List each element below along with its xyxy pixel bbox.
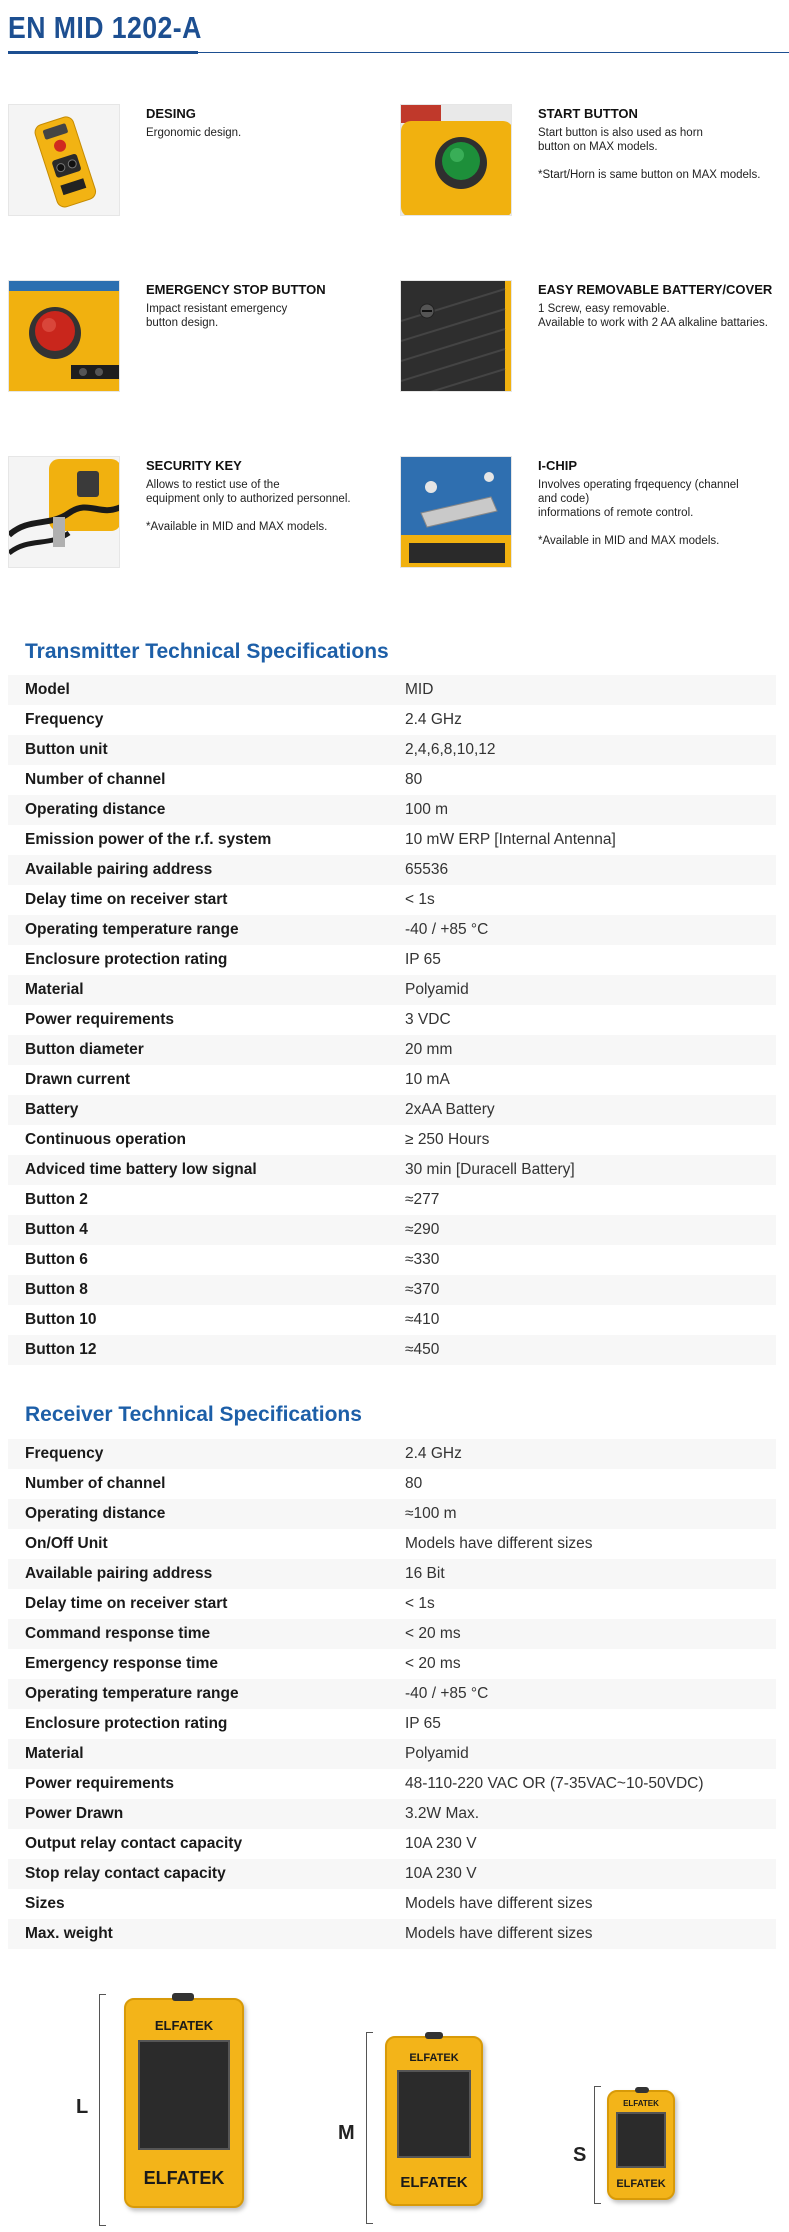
spec-label: Button 8 xyxy=(25,1281,88,1298)
receiver-spec-row xyxy=(8,1709,776,1739)
spec-label: Operating distance xyxy=(25,801,166,818)
spec-label: Drawn current xyxy=(25,1071,131,1088)
feature-title: START BUTTON xyxy=(538,106,638,121)
spec-label: Adviced time battery low signal xyxy=(25,1161,257,1178)
feature-description: 1 Screw, easy removable. Available to work with 2 AA alkaline battaries. xyxy=(538,303,768,329)
transmitter-spec-row xyxy=(8,1005,776,1035)
start-button-photo xyxy=(400,104,512,216)
spec-label: Operating distance xyxy=(25,1505,166,1522)
transmitter-spec-row xyxy=(8,1335,776,1365)
transmitter-spec-row xyxy=(8,795,776,825)
battery-cover-photo xyxy=(400,280,512,392)
transmitter-spec-row xyxy=(8,1275,776,1305)
receiver-box-medium xyxy=(385,2036,483,2206)
emergency-stop-photo xyxy=(8,280,120,392)
feature-emergency-stop xyxy=(8,280,388,398)
receiver-spec-row xyxy=(8,1829,776,1859)
spec-label: Stop relay contact capacity xyxy=(25,1865,226,1882)
box-brand-top: ELFATEK xyxy=(409,2052,459,2064)
spec-label: Command response time xyxy=(25,1625,211,1642)
feature-title: EMERGENCY STOP BUTTON xyxy=(146,282,326,297)
spec-label: On/Off Unit xyxy=(25,1535,108,1552)
receiver-spec-row xyxy=(8,1559,776,1589)
spec-label: Button 4 xyxy=(25,1221,88,1238)
spec-value: IP 65 xyxy=(405,951,441,968)
spec-label: Delay time on receiver start xyxy=(25,891,228,908)
transmitter-spec-row xyxy=(8,735,776,765)
spec-value: < 20 ms xyxy=(405,1655,461,1672)
receiver-box-small xyxy=(607,2090,675,2200)
feature-description: Involves operating frqequency (channel and code) informations of remote control. *Available in MID and MAX models. xyxy=(538,479,739,547)
spec-value: 10 mA xyxy=(405,1071,450,1088)
receiver-spec-row xyxy=(8,1799,776,1829)
spec-value: 3 VDC xyxy=(405,1011,451,1028)
spec-value: ≈450 xyxy=(405,1341,440,1358)
remote-design-photo xyxy=(8,104,120,216)
transmitter-spec-row xyxy=(8,1035,776,1065)
spec-value: Polyamid xyxy=(405,1745,469,1762)
transmitter-specs-heading: Transmitter Technical Specifications xyxy=(25,640,389,663)
spec-label: Operating temperature range xyxy=(25,921,239,938)
spec-label: Number of channel xyxy=(25,1475,166,1492)
receiver-box-large xyxy=(124,1998,244,2208)
box-brand-bottom: ELFATEK xyxy=(616,2178,666,2190)
feature-design xyxy=(8,104,388,222)
transmitter-spec-row xyxy=(8,825,776,855)
receiver-sizes-illustration xyxy=(0,1980,789,2232)
spec-value: 10A 230 V xyxy=(405,1865,477,1882)
spec-label: Frequency xyxy=(25,1445,104,1462)
spec-value: Models have different sizes xyxy=(405,1895,593,1912)
spec-value: ≈410 xyxy=(405,1311,440,1328)
spec-value: 10A 230 V xyxy=(405,1835,477,1852)
spec-label: Max. weight xyxy=(25,1925,113,1942)
transmitter-spec-row xyxy=(8,1305,776,1335)
receiver-specs-table xyxy=(8,1439,776,1949)
spec-label: Sizes xyxy=(25,1895,65,1912)
spec-value: 10 mW ERP [Internal Antenna] xyxy=(405,831,616,848)
feature-title: DESING xyxy=(146,106,196,121)
receiver-spec-row xyxy=(8,1649,776,1679)
spec-value: 30 min [Duracell Battery] xyxy=(405,1161,575,1178)
spec-value: 2,4,6,8,10,12 xyxy=(405,741,496,758)
spec-label: Frequency xyxy=(25,711,104,728)
spec-label: Output relay contact capacity xyxy=(25,1835,243,1852)
spec-value: Polyamid xyxy=(405,981,469,998)
size-bracket-m xyxy=(366,2032,367,2224)
box-mount-lug xyxy=(172,1993,194,2001)
spec-label: Material xyxy=(25,981,84,998)
receiver-specs-heading: Receiver Technical Specifications xyxy=(25,1403,362,1426)
box-mount-lug xyxy=(425,2032,443,2039)
size-label-m: M xyxy=(338,2122,355,2144)
spec-label: Available pairing address xyxy=(25,1565,213,1582)
spec-value: ≈370 xyxy=(405,1281,440,1298)
receiver-spec-row xyxy=(8,1499,776,1529)
spec-label: Operating temperature range xyxy=(25,1685,239,1702)
spec-value: ≈330 xyxy=(405,1251,440,1268)
transmitter-spec-row xyxy=(8,1155,776,1185)
receiver-spec-row xyxy=(8,1859,776,1889)
spec-value: ≈290 xyxy=(405,1221,440,1238)
transmitter-spec-row xyxy=(8,1065,776,1095)
box-label-panel xyxy=(138,2040,230,2150)
receiver-spec-row xyxy=(8,1739,776,1769)
feature-description: Start button is also used as horn button on MAX models. *Start/Horn is same button on MAX models. xyxy=(538,127,761,181)
spec-value: 20 mm xyxy=(405,1041,453,1058)
feature-description: Impact resistant emergency button design. xyxy=(146,303,288,329)
spec-value: 2.4 GHz xyxy=(405,1445,462,1462)
feature-battery-cover xyxy=(400,280,780,398)
feature-security-key xyxy=(8,456,388,574)
spec-label: Power requirements xyxy=(25,1775,175,1792)
box-brand-bottom: ELFATEK xyxy=(143,2168,225,2188)
spec-value: MID xyxy=(405,681,434,698)
spec-value: 2xAA Battery xyxy=(405,1101,495,1118)
transmitter-spec-row xyxy=(8,1185,776,1215)
spec-label: Button unit xyxy=(25,741,108,758)
box-brand-bottom: ELFATEK xyxy=(400,2174,468,2191)
spec-value: < 1s xyxy=(405,1595,435,1612)
transmitter-spec-row xyxy=(8,855,776,885)
size-bracket-s xyxy=(594,2086,595,2204)
feature-ichip xyxy=(400,456,780,574)
spec-label: Button 2 xyxy=(25,1191,88,1208)
security-key-photo xyxy=(8,456,120,568)
spec-value: 3.2W Max. xyxy=(405,1805,480,1822)
spec-value: 48-110-220 VAC OR (7-35VAC~10-50VDC) xyxy=(405,1775,704,1792)
spec-value: ≈277 xyxy=(405,1191,440,1208)
spec-value: Models have different sizes xyxy=(405,1925,593,1942)
spec-label: Power requirements xyxy=(25,1011,175,1028)
spec-value: < 20 ms xyxy=(405,1625,461,1642)
spec-label: Button 6 xyxy=(25,1251,88,1268)
page-title: EN MID 1202-A xyxy=(8,10,202,45)
spec-label: Battery xyxy=(25,1101,79,1118)
receiver-spec-row xyxy=(8,1529,776,1559)
spec-value: -40 / +85 °C xyxy=(405,1685,489,1702)
transmitter-specs-table xyxy=(8,675,776,1365)
spec-label: Material xyxy=(25,1745,84,1762)
feature-description: Allows to restict use of the equipment only to authorized personnel. *Available in MID and MAX models. xyxy=(146,479,351,533)
spec-value: 65536 xyxy=(405,861,449,878)
transmitter-spec-row xyxy=(8,1125,776,1155)
spec-label: Number of channel xyxy=(25,771,166,788)
spec-value: IP 65 xyxy=(405,1715,441,1732)
receiver-spec-row xyxy=(8,1619,776,1649)
receiver-spec-row xyxy=(8,1679,776,1709)
title-underline xyxy=(8,51,198,54)
size-label-s: S xyxy=(573,2144,587,2166)
box-brand-top: ELFATEK xyxy=(154,2018,214,2033)
spec-label: Enclosure protection rating xyxy=(25,951,228,968)
transmitter-spec-row xyxy=(8,975,776,1005)
spec-label: Enclosure protection rating xyxy=(25,1715,228,1732)
spec-label: Emission power of the r.f. system xyxy=(25,831,272,848)
spec-label: Continuous operation xyxy=(25,1131,187,1148)
box-mount-lug xyxy=(635,2087,649,2093)
transmitter-spec-row xyxy=(8,945,776,975)
spec-value: < 1s xyxy=(405,891,435,908)
size-label-l: L xyxy=(76,2096,89,2118)
spec-label: Delay time on receiver start xyxy=(25,1595,228,1612)
receiver-spec-row xyxy=(8,1919,776,1949)
spec-value: ≈100 m xyxy=(405,1505,457,1522)
spec-label: Power Drawn xyxy=(25,1805,124,1822)
transmitter-spec-row xyxy=(8,705,776,735)
spec-value: -40 / +85 °C xyxy=(405,921,489,938)
ichip-photo xyxy=(400,456,512,568)
transmitter-spec-row xyxy=(8,1245,776,1275)
spec-value: 100 m xyxy=(405,801,449,818)
spec-label: Model xyxy=(25,681,70,698)
transmitter-spec-row xyxy=(8,675,776,705)
spec-value: Models have different sizes xyxy=(405,1535,593,1552)
transmitter-spec-row xyxy=(8,915,776,945)
feature-start-button xyxy=(400,104,780,222)
receiver-spec-row xyxy=(8,1469,776,1499)
spec-label: Button 10 xyxy=(25,1311,97,1328)
spec-label: Button 12 xyxy=(25,1341,97,1358)
box-label-panel xyxy=(397,2070,471,2158)
transmitter-spec-row xyxy=(8,765,776,795)
spec-label: Available pairing address xyxy=(25,861,213,878)
feature-title: SECURITY KEY xyxy=(146,458,242,473)
feature-title: I-CHIP xyxy=(538,458,577,473)
box-label-panel xyxy=(616,2112,666,2168)
size-bracket-l xyxy=(99,1994,100,2226)
receiver-spec-row xyxy=(8,1769,776,1799)
transmitter-spec-row xyxy=(8,1215,776,1245)
receiver-spec-row xyxy=(8,1439,776,1469)
spec-value: 80 xyxy=(405,771,423,788)
transmitter-spec-row xyxy=(8,1095,776,1125)
receiver-spec-row xyxy=(8,1889,776,1919)
spec-value: 16 Bit xyxy=(405,1565,445,1582)
feature-title: EASY REMOVABLE BATTERY/COVER xyxy=(538,282,773,297)
spec-label: Button diameter xyxy=(25,1041,144,1058)
spec-value: 80 xyxy=(405,1475,423,1492)
spec-value: 2.4 GHz xyxy=(405,711,462,728)
transmitter-spec-row xyxy=(8,885,776,915)
spec-label: Emergency response time xyxy=(25,1655,218,1672)
receiver-spec-row xyxy=(8,1589,776,1619)
box-brand-top: ELFATEK xyxy=(623,2099,659,2108)
spec-value: ≥ 250 Hours xyxy=(405,1131,490,1148)
feature-description: Ergonomic design. xyxy=(146,127,242,139)
